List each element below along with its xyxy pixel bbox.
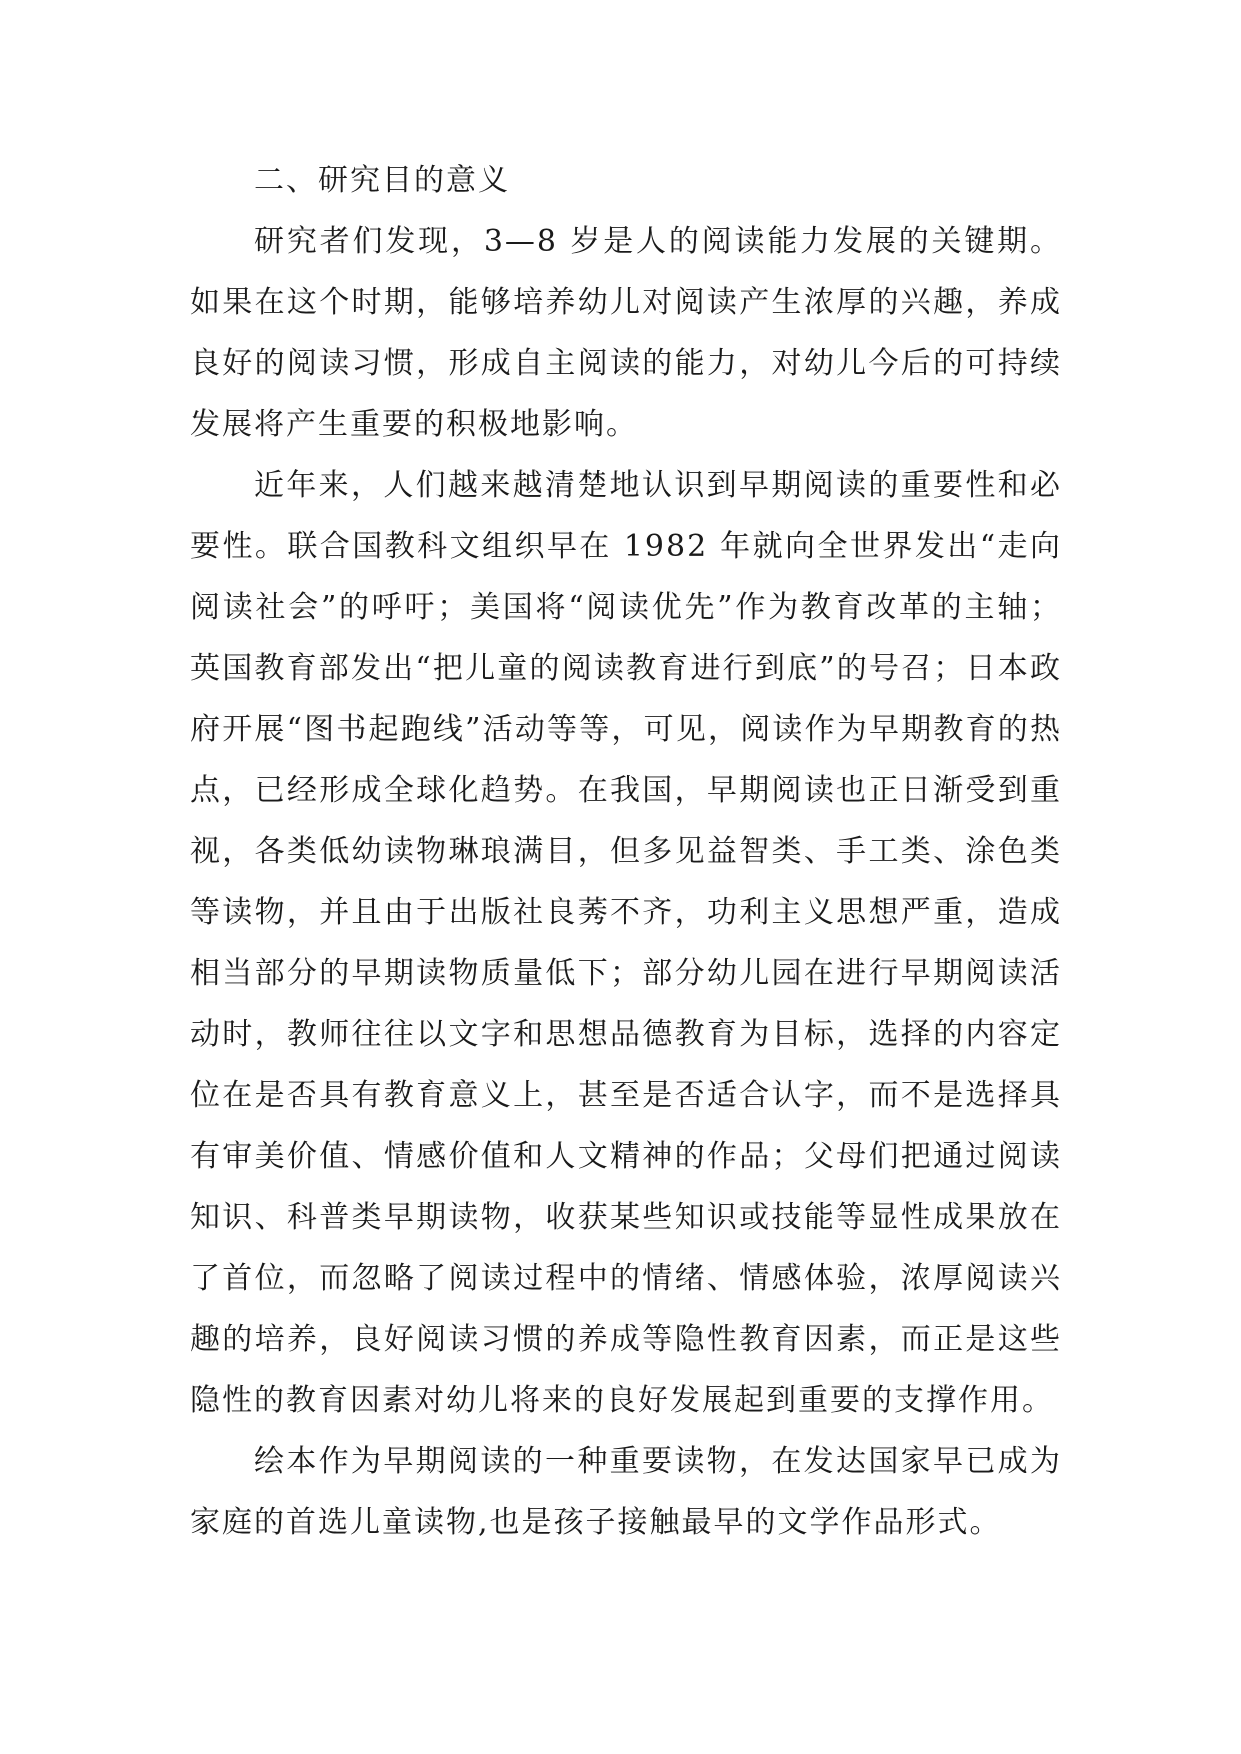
document-body	[190, 150, 1062, 1553]
paragraph-3: 绘本作为早期阅读的一种重要读物，在发达国家早已成为家庭的首选儿童读物,也是孩子接触最早的文学作品形式。	[190, 1444, 1062, 1540]
paragraph-2: 近年来，人们越来越清楚地认识到早期阅读的重要性和必要性。联合国教科文组织早在 1982 年就向全世界发出“走向阅读社会”的呼吁；美国将“阅读优先”作为教育改革的主轴；英国教育部发出“把儿童的阅读教育进行到底”的号召；日本政府开展“图书起跑线”活动等等，可见，阅读作为早期教育的热点，已经形成全球化趋势。在我国，早期阅读也正日渐受到重视，各类低幼读物琳琅满目，但多见益智类、手工类、涂色类等读物，并且由于出版社良莠不齐，功利主义思想严重，造成相当部分的早期读物质量低下；部分幼儿园在进行早期阅读活动时，教师往往以文字和思想品德教育为目标，选择的内容定位在是否具有教育意义上，甚至是否适合认字，而不是选择具有审美价值、情感价值和人文精神的作品；父母们把通过阅读知识、科普类早期读物，收获某些知识或技能等显性成果放在了首位，而忽略了阅读过程中的情绪、情感体验，浓厚阅读兴趣的培养，良好阅读习惯的养成等隐性教育因素，而正是这些隐性的教育因素对幼儿将来的良好发展起到重要的支撑作用。	[190, 468, 1062, 1418]
section-heading: 二、研究目的意义	[254, 163, 510, 198]
paragraph-1: 研究者们发现，3—8 岁是人的阅读能力发展的关键期。如果在这个时期，能够培养幼儿对阅读产生浓厚的兴趣，养成良好的阅读习惯，形成自主阅读的能力，对幼儿今后的可持续发展将产生重要的积极地影响。	[190, 224, 1062, 442]
